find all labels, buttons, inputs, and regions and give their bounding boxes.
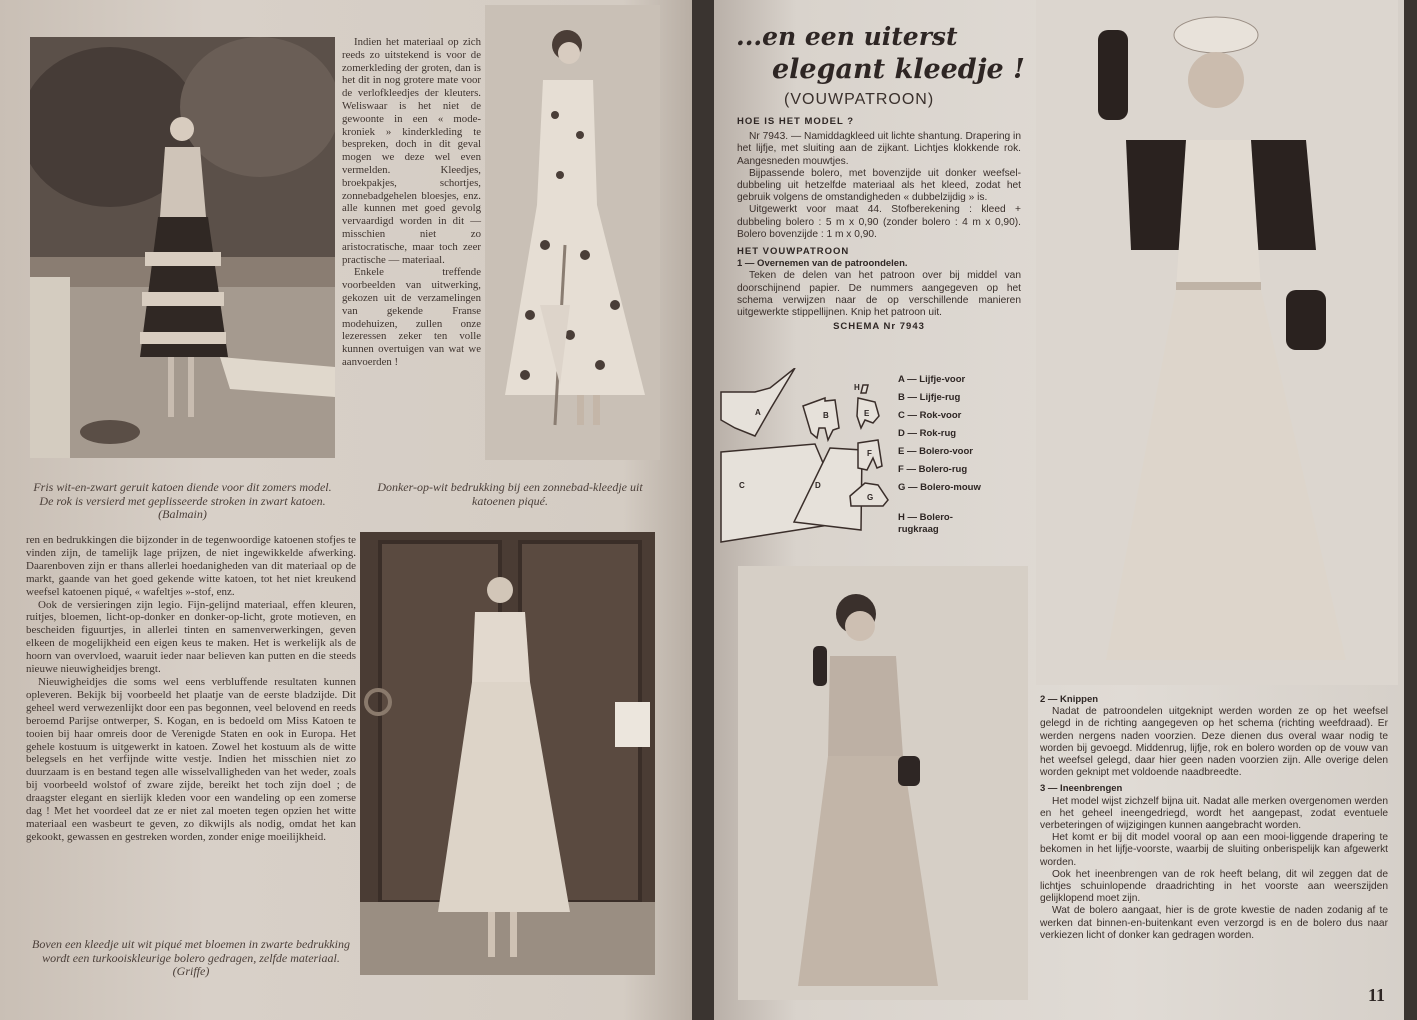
pattern-piece-a <box>721 368 795 436</box>
headline-line-1: ...en een uiterst <box>736 22 958 51</box>
photo-draped-dress <box>738 566 1028 1000</box>
paragraph: Het model wijst zichzelf bijna uit. Nadat alle merken overgenomen werden en het geheel ineengedriegd, wordt het aangepast, zodat eventuele verbeteringen of wijzigingen kunnen aangebracht worden. <box>1040 795 1388 832</box>
piece-label: F <box>867 449 872 458</box>
paragraph: Ook het ineenbrengen van de rok heeft belang, dit wil zeggen dat de lichtjes schuinlopende draadrichting in het voorste aan weerszijden gelijklopend moet zijn. <box>1040 868 1388 905</box>
page-number: 11 <box>1368 985 1386 1005</box>
paragraph: Nr 7943. — Namiddagkleed uit lichte shantung. Drapering in het lijfje, met sluiting aan de zijkant. Lichtjes klokkende rok. Aangesneden mouwtjes. <box>737 131 1021 167</box>
paragraph: Bijpassende bolero, met bovenzijde uit donker weefsel-dubbeling uit hetzelfde materiaal als het kleed, zodat het gebruik volgens de omstandigheden « dubbelzijdig » is. <box>737 167 1021 204</box>
paragraph: Nadat de patroondelen uitgeknipt werden worden ze op het weefsel gelegd in de richting aangegeven op het schema (richting weefdraad). Er werden nergens naden voorzien. Deze dienen dus overal waar nodig te worden bij gevoegd. Middenrug, lijfje, rok en bolero worden op de vouw van het weefsel gelegd, daar hier geen naden voorzien zijn. Alle overige delen worden geknipt met voldoende naadbreedte. <box>1040 706 1388 779</box>
piece-label: E <box>864 409 870 418</box>
intro-column-text <box>342 36 481 369</box>
schema-title: SCHEMA Nr 7943 <box>833 321 925 333</box>
piece-label: C <box>739 481 745 490</box>
legend-item: B — Lijfje-rug <box>898 392 961 403</box>
paragraph: ren en bedrukkingen die bijzonder in de tegenwoordige katoenen stofjes te vinden zijn, de tamelijk lage prijzen, de niet ingewikkelde afwerking. Daarenboven zijn er thans allerlei hoedanigheden van dit materiaal op de markt, gaande van het goed gekende witte katoen, tot het niet kreukend weefsel katoenen piqué, « wafeltjes »-stof, enz. <box>26 534 356 598</box>
pattern-piece-h <box>861 385 868 393</box>
section-heading-model: HOE IS HET MODEL ? <box>737 116 855 127</box>
piece-label: B <box>823 411 829 420</box>
pattern-schema-diagram <box>715 368 895 548</box>
left-page <box>0 0 692 1020</box>
paragraph: Ook de versieringen zijn legio. Fijn-gelijnd materiaal, effen kleuren, ruitjes, bloemen, licht-op-donker en donker-op-licht, grote motieven, en bescheiden figuurtjes, in allerlei tinten en samenverwerkingen, geven elkeen de mogelijkheid een eigen keus te maken. Het is werkelijk als de hoorn van overvloed, waaruit ieder naar believen kan putten en die steeds nieuwe nieuwigheidjes brengt. <box>26 598 356 676</box>
pattern-legend <box>898 374 988 542</box>
photo-bolero-door <box>360 532 655 975</box>
paragraph: Wat de bolero aangaat, hier is de grote kwestie de naden zodanig af te werken dat binnen-en-buitenkant even verzorgd is en de bolero dus naar verkiezen licht of donker kan gedragen worden. <box>1040 905 1388 941</box>
headline-subtitle: (VOUWPATROON) <box>784 91 935 108</box>
piece-label: D <box>815 481 821 490</box>
legend-item: D — Rok-rug <box>898 428 957 439</box>
legend-item: E — Bolero-voor <box>898 446 973 457</box>
paragraph: Uitgewerkt voor maat 44. Stofberekening : kleed + dubbeling bolero : 5 m x 0,90 (zonder bolero : 4 m x 0,90). Bolero bovenzijde : 1 m x 0,90. <box>737 204 1021 240</box>
caption-sunbath-dress: Donker-op-wit bedrukking bij een zonnebad-kleedje uit katoenen piqué. <box>377 480 643 508</box>
paragraph: Enkele treffende voorbeelden van uitwerking, gekozen uit de verzamelingen van gekende Franse modehuizen, zullen onze lezeressen zeker ten volle kunnen overtuigen van wat we aanvoerden ! <box>342 266 481 368</box>
legend-item: G — Bolero-mouw <box>898 482 981 493</box>
section-heading-pattern: HET VOUWPATROON <box>737 246 850 258</box>
piece-label: A <box>755 408 761 417</box>
legend-item: F — Bolero-rug <box>898 464 968 475</box>
caption-griffe: Boven een kleedje uit wit piqué met bloemen in zwarte bedrukking wordt een turkooiskleurige bolero gedragen, zelfde materiaal. (Griffe) <box>32 937 350 978</box>
piece-label: G <box>867 493 874 502</box>
legend-item: C — Rok-voor <box>898 410 962 421</box>
photo-bolero-hat-model <box>1036 0 1398 685</box>
headline-line-2: elegant kleedje ! <box>772 54 1025 85</box>
photo-garden-checked-dress <box>30 37 335 458</box>
paragraph: Teken de delen van het patroon over bij middel van doorschijnend papier. De nummers aangegeven op het schema verwijzen naar de op verschillende manieren uitgewerkte stippellijnen. Knip het patroon uit. <box>737 270 1021 319</box>
pattern-piece-b <box>803 398 839 440</box>
paragraph: Nieuwigheidjes die soms wel eens verbluffende resultaten kunnen opleveren. Bekijk bij voorbeeld het plaatje van de eerste bladzijde. Dit geheel werd verwezenlijkt door een pas begonnen, veel belovend en reeds beroemd Parijse ontwerper, S. Kogan, en is bedoeld om Miss Katoen te tooien bij haar omreis door de Verenigde Staten en ook in Europa. Het gehele kostuum is uitgewerkt in katoen. Zowel het kostuum als de witte belegsels en het verfijnde witte vestje. Indien het misschien niet zo duurzaam is en bestand tegen alle wisselvalligheden van het weder, zoals bij voorbeeld wolstof of zware zijde, bereikt het toch zijn doel ; de draagster elegant en sierlijk kleden voor een wandeling op een zomerse dag ! Met het voordeel dat ze er niet zal moeten tegen opzien het witte materiaal een wasbeurt te geven, zo dikwijls als nodig, omdat het kan gekookt, gewassen en gestreken worden, zonder enige moeilijkheid. <box>26 675 356 843</box>
step-1-title: 1 — Overnemen van de patroondelen. <box>737 258 908 270</box>
piece-label: H <box>854 383 860 392</box>
paragraph: Indien het materiaal op zich reeds zo uitstekend is voor de zomerkleding der groten, dan is het dit in nog grotere mate voor de verlofkleedjes der kleuters. Weliswaar is het niet de gewoonte in een « mode-kroniek » kinderkleding te bespreken, doch in dit geval mogen we deze wel even vermelden. Kleedjes, broekpakjes, schortjes, zonnebadgehelen bloesjes, enz. alle kunnen met goed gevolg vervaardigd worden in dit — misschien niet zo aristocratische, maar toch zeer practische — materiaal. <box>342 36 481 266</box>
step-2-title: 2 — Knippen <box>1040 694 1099 705</box>
step-3-title: 3 — Ineenbrengen <box>1040 783 1123 795</box>
legend-item: A — Lijfje-voor <box>898 374 966 385</box>
legend-item: H — Bolero-rugkraag <box>898 512 953 535</box>
photo-print-dress-parasol <box>485 5 660 460</box>
model-description <box>737 116 1021 333</box>
caption-balmain: Fris wit-en-zwart geruit katoen diende voor dit zomers model. De rok is versierd met geplisseerde stroken in zwart katoen. (Balmain) <box>33 480 332 521</box>
instructions-text <box>1040 694 1388 942</box>
body-text <box>26 534 356 844</box>
paragraph: Het komt er bij dit model vooral op aan een mooi-liggende drapering te bekomen in het lijfje-voorste, waarbij de sluiting onberispelijk kan afgewerkt worden. <box>1040 832 1388 868</box>
